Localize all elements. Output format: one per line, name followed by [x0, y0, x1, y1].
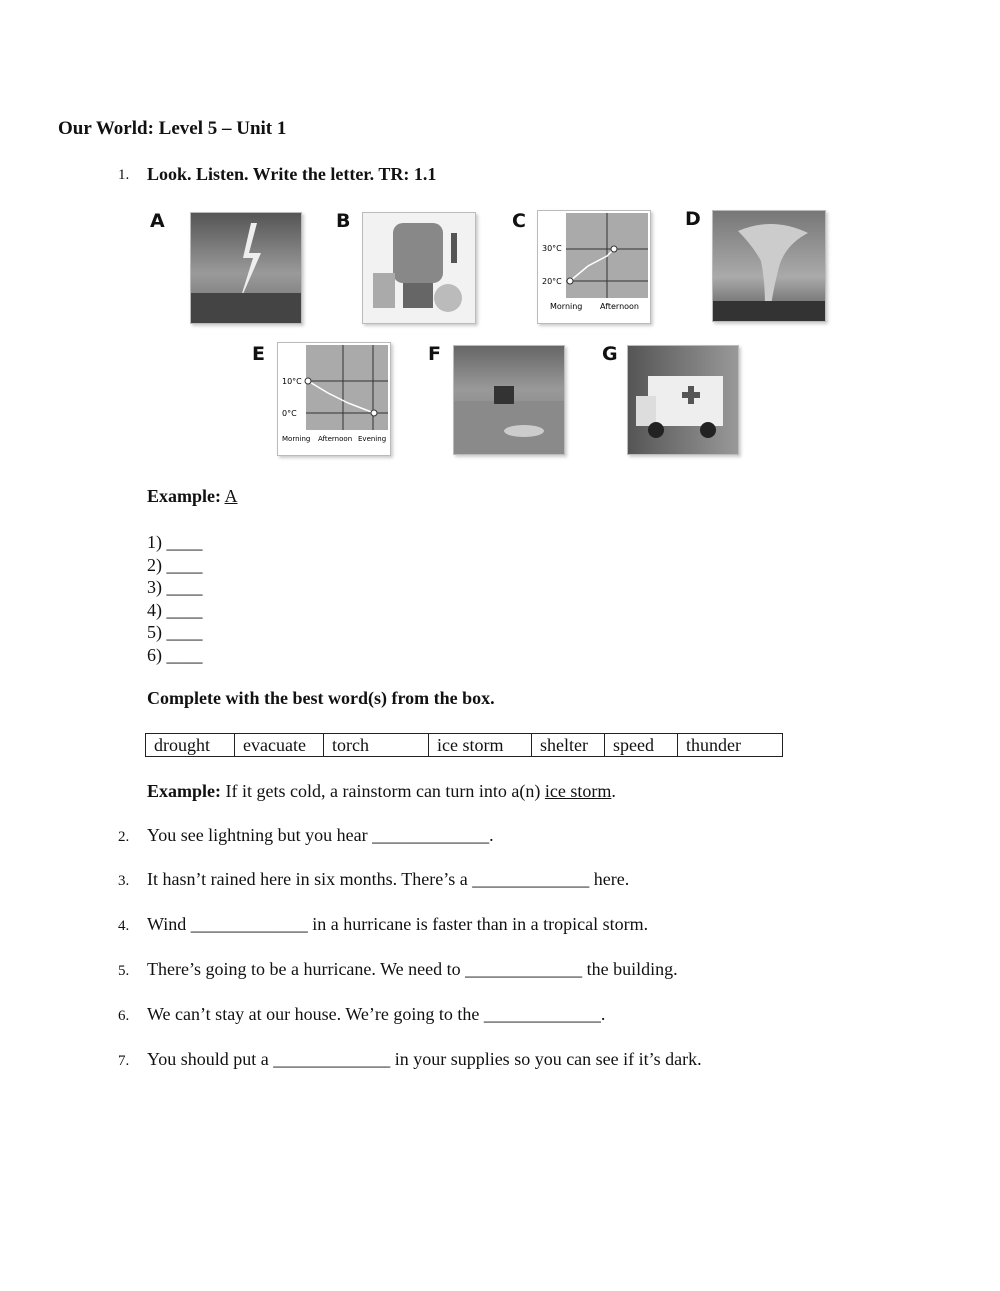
chart-label-morning: Morning	[282, 435, 311, 443]
word-box-item: drought	[146, 734, 235, 757]
question-number: 2.	[118, 829, 130, 845]
question-row	[118, 959, 678, 980]
word-box-item: torch	[324, 734, 429, 757]
example-answer: ice storm	[544, 781, 612, 801]
chart-label-evening: Evening	[358, 435, 387, 443]
answer-blank-6[interactable]: 6) ____	[147, 644, 203, 665]
chart-label-20c: 20°C	[542, 277, 562, 286]
word-box-item: ice storm	[429, 734, 532, 757]
picture-letter-g: G	[602, 343, 618, 365]
example-answer: A	[224, 486, 238, 506]
picture-letter-c: C	[512, 210, 526, 232]
picture-letter-e: E	[252, 343, 265, 365]
picture-letter-a: A	[150, 210, 165, 232]
example-text: If it gets cold, a rainstorm can turn into a(n)	[225, 781, 541, 801]
chart-label-0c: 0°C	[282, 409, 297, 418]
page-title: Our World: Level 5 – Unit 1	[58, 118, 287, 139]
picture-letter-d: D	[685, 208, 701, 230]
chart-label-morning: Morning	[550, 302, 583, 311]
word-box-item: speed	[605, 734, 678, 757]
chart-label-afternoon: Afternoon	[600, 302, 639, 311]
picture-letter-b: B	[336, 210, 351, 232]
word-box-item: shelter	[532, 734, 605, 757]
question-number: 3.	[118, 873, 130, 889]
answer-blank-5[interactable]: 5) ____	[147, 622, 203, 642]
flood-photo-icon	[453, 345, 565, 455]
answer-list	[147, 531, 203, 666]
question-text[interactable]: It hasn’t rained here in six months. There’s a _____________ here.	[147, 869, 630, 889]
question-row	[118, 1049, 702, 1070]
example-label: Example:	[147, 781, 221, 801]
instruction-listen: Look. Listen. Write the letter. TR: 1.1	[147, 164, 437, 184]
answer-blank-4[interactable]: 4) ____	[147, 599, 203, 620]
question-text[interactable]: There’s going to be a hurricane. We need to _____________ the building.	[147, 959, 678, 979]
ambulance-photo-icon	[627, 345, 739, 455]
answer-blank-2[interactable]: 2) ____	[147, 554, 203, 575]
question-number: 1.	[118, 167, 130, 183]
question-row	[118, 914, 648, 935]
example-label: Example:	[147, 486, 221, 506]
tornado-photo-icon	[712, 210, 826, 322]
question-number: 6.	[118, 1008, 130, 1024]
example-sentence	[147, 781, 616, 802]
emergency-supplies-photo-icon	[362, 212, 476, 324]
chart-label-10c: 10°C	[282, 377, 302, 386]
question-number: 5.	[118, 963, 130, 979]
question-row	[118, 869, 629, 890]
chart-label-afternoon: Afternoon	[318, 435, 353, 443]
word-box-item: thunder	[678, 734, 783, 757]
question-text[interactable]: Wind _____________ in a hurricane is faster than in a tropical storm.	[147, 914, 649, 934]
question-number: 7.	[118, 1053, 130, 1069]
question-text[interactable]: You see lightning but you hear _____________.	[147, 825, 494, 845]
thunderstorm-photo-icon	[190, 212, 302, 324]
word-box-item: evacuate	[235, 734, 324, 757]
temperature-rise-chart-icon	[537, 210, 651, 324]
answer-blank-1[interactable]: 1) ____	[147, 532, 203, 552]
answer-blank-3[interactable]: 3) ____	[147, 577, 203, 597]
chart-label-30c: 30°C	[542, 244, 562, 253]
question-number: 4.	[118, 918, 130, 934]
example-end: .	[611, 781, 616, 801]
word-box	[145, 733, 783, 757]
question-row	[118, 825, 494, 846]
question-row	[118, 1004, 605, 1025]
example-line	[147, 486, 238, 507]
instruction-complete: Complete with the best word(s) from the box.	[147, 688, 495, 708]
question-text[interactable]: You should put a _____________ in your supplies so you can see if it’s dark.	[147, 1049, 702, 1069]
temperature-drop-chart-icon	[277, 342, 391, 456]
question-text[interactable]: We can’t stay at our house. We’re going to the _____________.	[147, 1004, 606, 1024]
picture-letter-f: F	[428, 343, 441, 365]
